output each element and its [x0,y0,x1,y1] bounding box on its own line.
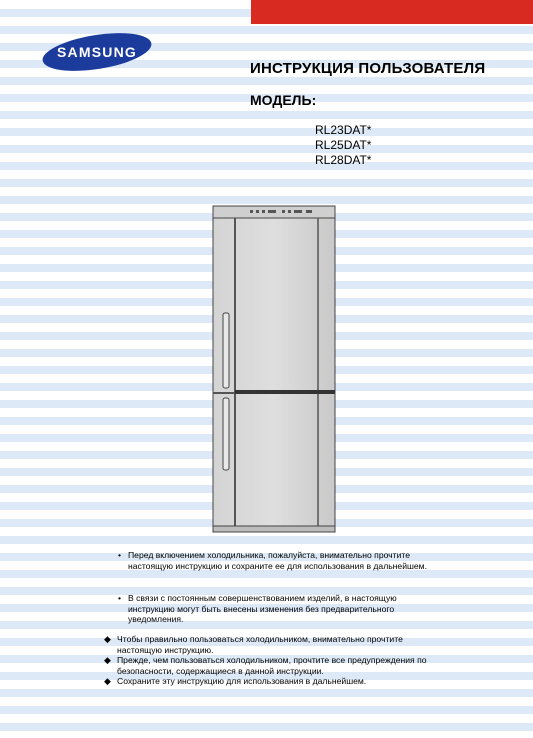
header-accent-bar [251,0,533,24]
diamond-bullet-icon: ◆ [104,634,111,644]
model-label: МОДЕЛЬ: [250,92,317,108]
diamond-bullet-icon: ◆ [104,676,111,686]
instruction-text: Чтобы правильно пользоваться холодильником, внимательно прочтите настоящую инструкцию. [117,634,403,655]
note-text: В связи с постоянным совершенствованием изделий, в настоящую инструкцию могут быть внесены изменения без предварительного уведомления. [128,593,397,624]
refrigerator-illustration [212,203,336,533]
bullet-icon: • [118,550,122,560]
instruction-text: Сохраните эту инструкцию для использования в дальнейшем. [117,676,367,686]
note-list [118,550,438,571]
note-text: Перед включением холодильника, пожалуйста, внимательно прочтите настоящую инструкцию и сохраните ее для использования в дальнейшем. [128,550,427,571]
model-list [315,123,371,168]
model-item: RL25DAT* [315,138,372,152]
instruction-text: Прежде, чем пользоваться холодильником, прочтите все предупреждения по безопасности, содержащиеся в данной инструкции. [117,655,427,676]
note-item [118,550,438,571]
model-item: RL28DAT* [315,153,372,167]
instruction-item [104,676,434,687]
instruction-list [104,634,434,687]
svg-text:SAMSUNG: SAMSUNG [57,44,137,60]
samsung-logo [40,30,154,74]
instruction-item [104,634,434,655]
bullet-icon: • [118,593,122,603]
instruction-item [104,655,434,676]
note-item [118,593,438,625]
page-title: ИНСТРУКЦИЯ ПОЛЬЗОВАТЕЛЯ [250,60,486,77]
model-item: RL23DAT* [315,123,372,137]
diamond-bullet-icon: ◆ [104,655,111,665]
note-list [118,593,438,625]
